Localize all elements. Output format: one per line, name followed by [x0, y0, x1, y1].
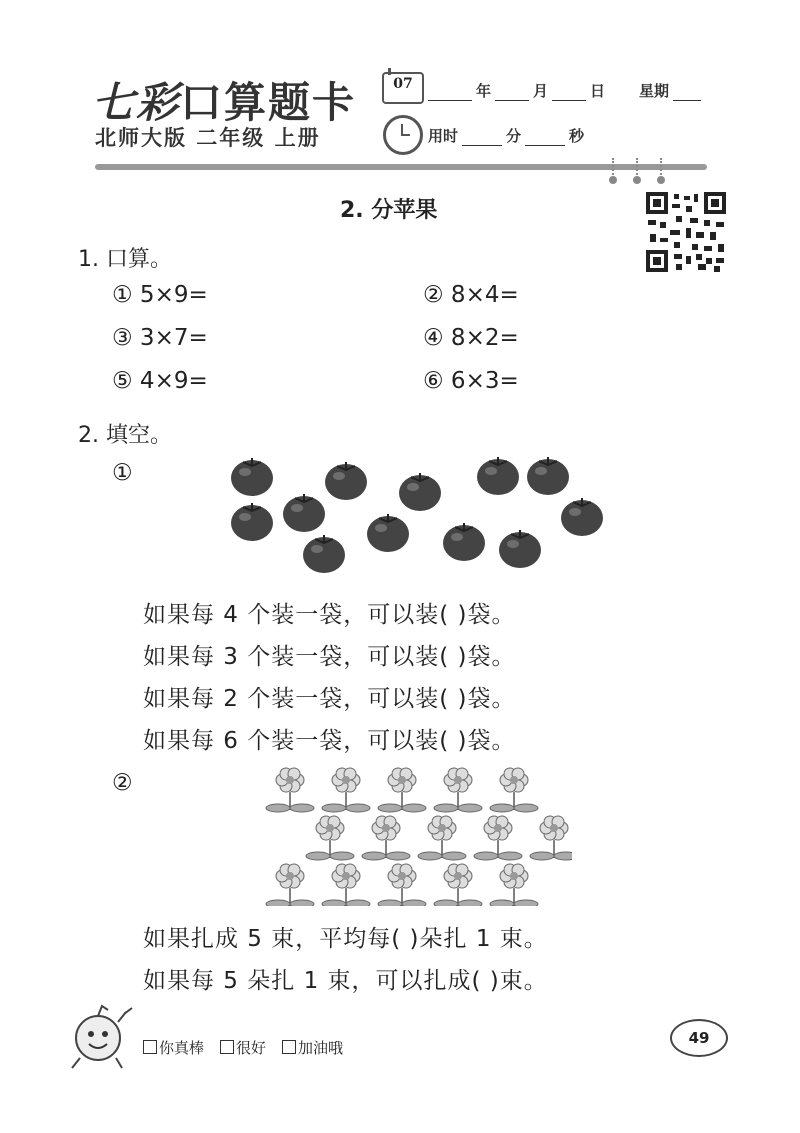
seconds-label: 秒 [569, 127, 585, 145]
seconds-blank[interactable] [525, 131, 565, 146]
flower-icon [378, 768, 426, 812]
weekday-blank[interactable] [673, 86, 701, 101]
flower-icon [378, 864, 426, 906]
flower-icon [322, 768, 370, 812]
rating-option[interactable]: 你真棒 [143, 1037, 204, 1058]
tomato-icon [477, 457, 519, 495]
mascot-icon [62, 1002, 138, 1072]
tomato-icon [325, 462, 367, 500]
date-line [428, 80, 701, 101]
year-label: 年 [476, 82, 492, 100]
year-blank[interactable] [428, 86, 472, 101]
flower-icon [434, 768, 482, 812]
q2-part2-line[interactable]: 如果扎成 5 束，平均每( )朵扎 1 束。 [143, 926, 548, 952]
binder-clip-icon [612, 158, 622, 182]
q1-item[interactable]: ① 5×9= [112, 282, 208, 308]
tomato-icon [231, 458, 273, 496]
time-used-label: 用时 [428, 127, 459, 145]
flower-icon [322, 864, 370, 906]
q2-part1-line[interactable]: 如果每 2 个装一袋，可以装( )袋。 [143, 686, 516, 712]
checkbox-icon[interactable] [220, 1040, 234, 1054]
q1-item[interactable]: ⑥ 6×3= [423, 368, 519, 394]
weekday-label: 星期 [639, 82, 670, 100]
edition-label: 北师大版 二年级 上册 [95, 126, 321, 150]
q2-part1-line[interactable]: 如果每 4 个装一袋，可以装( )袋。 [143, 602, 516, 628]
brand-name-part1: 七彩 [92, 78, 181, 127]
minutes-label: 分 [506, 127, 522, 145]
calendar-icon [382, 72, 424, 104]
calendar-number: 07 [393, 76, 413, 92]
rating-option[interactable]: 加油哦 [282, 1037, 343, 1058]
flower-icon [530, 816, 572, 860]
minutes-blank[interactable] [462, 131, 502, 146]
q2-part1-marker: ① [112, 460, 133, 486]
checkbox-icon[interactable] [143, 1040, 157, 1054]
time-line [428, 125, 584, 146]
q2-part2-line[interactable]: 如果每 5 朵扎 1 束，可以扎成( )束。 [143, 968, 548, 994]
qr-code-icon[interactable] [646, 192, 726, 272]
tomato-icon [303, 535, 345, 573]
day-label: 日 [590, 82, 606, 100]
flower-icon [490, 864, 538, 906]
month-blank[interactable] [495, 86, 529, 101]
q1-item[interactable]: ③ 3×7= [112, 325, 208, 351]
q2-part2-marker: ② [112, 770, 133, 796]
tomato-icon [399, 473, 441, 511]
flower-icon [266, 768, 314, 812]
day-blank[interactable] [552, 86, 586, 101]
tomato-icon [443, 523, 485, 561]
flower-illustration [262, 764, 572, 906]
flower-icon [490, 768, 538, 812]
binder-clip-icon [636, 158, 646, 182]
self-rating [143, 1037, 343, 1058]
brand-name-part2: 口算题卡 [180, 78, 357, 127]
q2-heading: 2. 填空。 [78, 423, 172, 448]
brand-title [92, 70, 356, 130]
flower-icon [362, 816, 410, 860]
flower-icon [418, 816, 466, 860]
section-title: 2. 分苹果 [340, 198, 438, 223]
tomato-icon [561, 498, 603, 536]
page-number: 49 [670, 1019, 728, 1057]
checkbox-icon[interactable] [282, 1040, 296, 1054]
tomato-illustration [220, 450, 620, 585]
tomato-icon [367, 514, 409, 552]
flower-icon [434, 864, 482, 906]
tomato-icon [499, 530, 541, 568]
q2-part1-line[interactable]: 如果每 6 个装一袋，可以装( )袋。 [143, 728, 516, 754]
q1-item[interactable]: ⑤ 4×9= [112, 368, 208, 394]
q1-item[interactable]: ② 8×4= [423, 282, 519, 308]
q1-item[interactable]: ④ 8×2= [423, 325, 519, 351]
q2-part1-line[interactable]: 如果每 3 个装一袋，可以装( )袋。 [143, 644, 516, 670]
tomato-icon [527, 457, 569, 495]
q1-heading: 1. 口算。 [78, 247, 172, 272]
rating-option[interactable]: 很好 [220, 1037, 266, 1058]
flower-icon [474, 816, 522, 860]
month-label: 月 [533, 82, 549, 100]
tomato-icon [231, 503, 273, 541]
flower-icon [306, 816, 354, 860]
tomato-icon [283, 494, 325, 532]
flower-icon [266, 864, 314, 906]
clock-icon [383, 115, 423, 155]
binder-clip-icon [660, 158, 670, 182]
